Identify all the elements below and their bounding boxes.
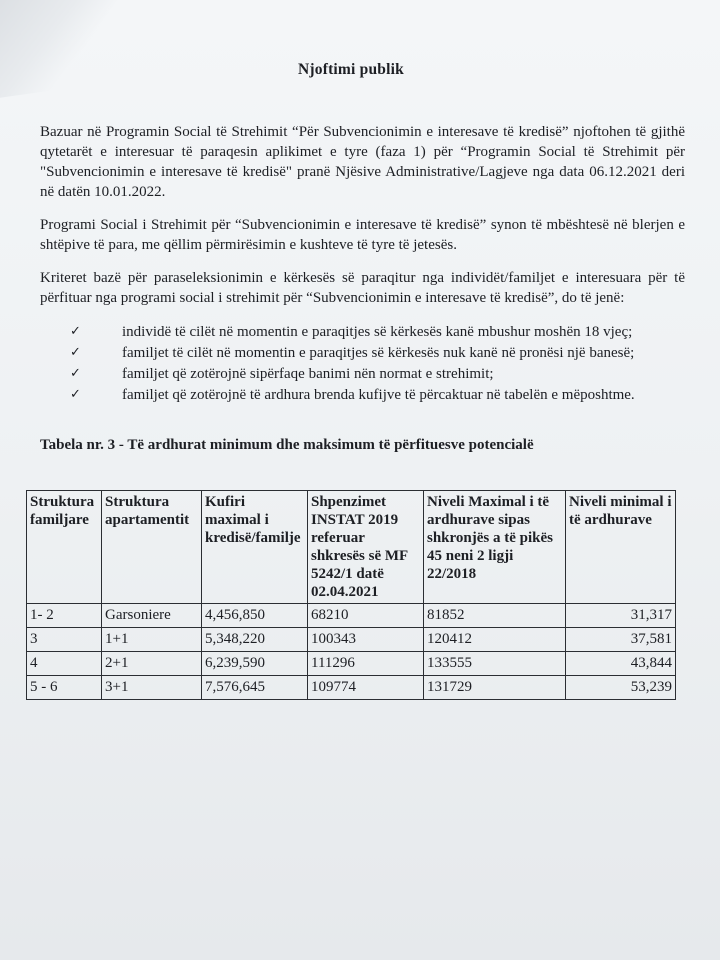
criteria-item (70, 322, 710, 343)
notice-title: Njoftimi publik (298, 61, 404, 78)
criteria-text: familjet të cilët në momentin e paraqitjes së kërkesës nuk kanë në pronësi një banesë; (122, 345, 635, 361)
cell-max-income: 81852 (424, 604, 566, 628)
criteria-list (70, 322, 710, 406)
notice-paragraph-1: Bazuar në Programin Social të Strehimit “Për Subvencionimin e interesave të kredisë” njoftohen të gjithë qytetarët e interesuar të paraqesin aplikimet e tyre (faza 1) për “Programin Social të Strehimit për "Subvencionimin e interesave të kredisë" pranë Njësive Administrative/Lagjeve nga data 06.12.2021 deri në datën 10.01.2022. (40, 124, 685, 200)
header-instat-expenses: Shpenzimet INSTAT 2019 referuar shkresës së MF 5242/1 datë 02.04.2021 (308, 491, 424, 604)
cell-family-structure: 5 - 6 (27, 676, 102, 700)
criteria-text: familjet që zotërojnë sipërfaqe banimi nën normat e strehimit; (122, 366, 494, 382)
table-title: Tabela nr. 3 - Të ardhurat minimum dhe maksimum të përfituesve potencialë (40, 437, 534, 453)
cell-family-structure: 1- 2 (27, 604, 102, 628)
header-family-structure: Struktura familjare (27, 491, 102, 604)
header-max-credit: Kufiri maximal i kredisë/familje (202, 491, 308, 604)
cell-max-credit: 4,456,850 (202, 604, 308, 628)
notice-paragraph-2: Programi Social i Strehimit për “Subvencionimin e interesave të kredisë” synon të mbështesë në blerjen e shtëpive të para, me qëllim përmirësimin e kushteve të tyre të jetesës. (40, 217, 685, 253)
header-apartment-structure: Struktura apartamentit (102, 491, 202, 604)
cell-instat-expenses: 109774 (308, 676, 424, 700)
cell-max-income: 131729 (424, 676, 566, 700)
checkmark-icon: ✓ (70, 345, 81, 360)
cell-instat-expenses: 111296 (308, 652, 424, 676)
cell-max-credit: 6,239,590 (202, 652, 308, 676)
cell-max-credit: 7,576,645 (202, 676, 308, 700)
cell-min-income: 31,317 (566, 604, 676, 628)
cell-min-income: 43,844 (566, 652, 676, 676)
page-fold-shadow (0, 0, 150, 102)
cell-family-structure: 4 (27, 652, 102, 676)
criteria-item (70, 364, 710, 385)
cell-apartment-structure: 3+1 (102, 676, 202, 700)
header-min-income: Niveli minimal i të ardhurave (566, 491, 676, 604)
table-row (27, 604, 676, 628)
table-row (27, 676, 676, 700)
cell-apartment-structure: 1+1 (102, 628, 202, 652)
cell-min-income: 37,581 (566, 628, 676, 652)
cell-min-income: 53,239 (566, 676, 676, 700)
checkmark-icon: ✓ (70, 366, 81, 381)
criteria-item (70, 385, 710, 406)
checkmark-icon: ✓ (70, 387, 81, 402)
criteria-item (70, 343, 710, 364)
cell-family-structure: 3 (27, 628, 102, 652)
table-header-row (27, 491, 676, 604)
cell-max-income: 133555 (424, 652, 566, 676)
criteria-text: individë të cilët në momentin e paraqitjes së kërkesës kanë mbushur moshën 18 vjeç; (122, 324, 633, 340)
header-max-income: Niveli Maximal i të ardhurave sipas shkronjës a të pikës 45 neni 2 ligji 22/2018 (424, 491, 566, 604)
cell-instat-expenses: 68210 (308, 604, 424, 628)
table-row (27, 652, 676, 676)
criteria-text: familjet që zotërojnë të ardhura brenda kufijve të përcaktuar në tabelën e mëposhtme. (122, 387, 635, 403)
cell-instat-expenses: 100343 (308, 628, 424, 652)
income-limits-table (26, 490, 676, 700)
cell-max-income: 120412 (424, 628, 566, 652)
table-row (27, 628, 676, 652)
cell-apartment-structure: 2+1 (102, 652, 202, 676)
cell-apartment-structure: Garsoniere (102, 604, 202, 628)
notice-paragraph-3: Kriteret bazë për paraseleksionimin e kërkesës së paraqitur nga individët/familjet e interesuara për të përfituar nga programi social i strehimit për “Subvencionimin e interesave të kredisë”, do të jenë: (40, 270, 685, 306)
cell-max-credit: 5,348,220 (202, 628, 308, 652)
checkmark-icon: ✓ (70, 324, 81, 339)
